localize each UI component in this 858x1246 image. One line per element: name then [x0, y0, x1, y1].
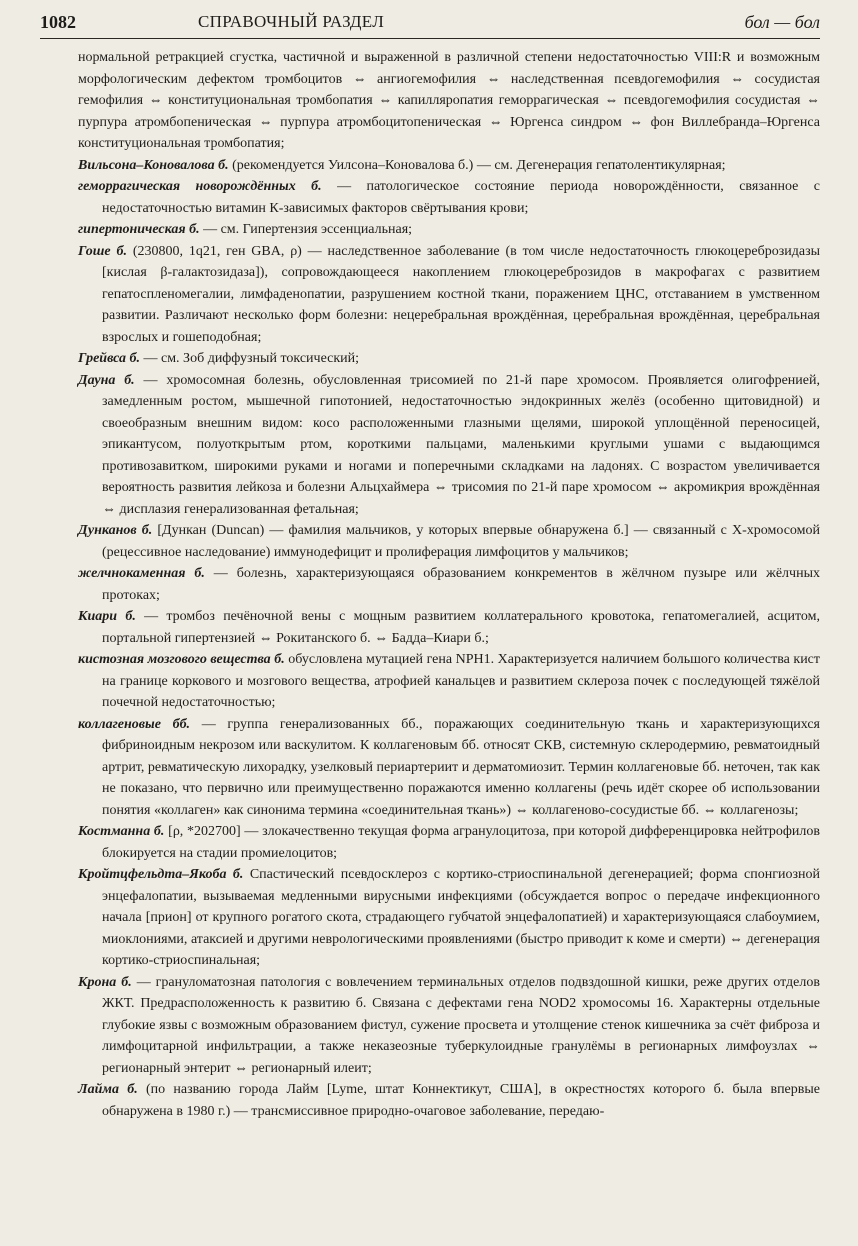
page-number: 1082 — [40, 12, 76, 32]
entry-term: Дауна б. — [78, 372, 135, 388]
entry-term: Гоше б. — [78, 243, 127, 259]
entry-down: Дауна б. — хромосомная болезнь, обусловленная трисомией по 21-й паре хромосом. Проявляется олигофренией, замедленным ростом, мышечной гипотонией, недостаточностью эндокринных желёз (особенно щитовидной) и своеобразным внешним видом: косо расположенными глазными щелями, широкой уплощённой переносицей, эпикантусом, полуоткрытым ртом, короткими пальцами, маленькими круглыми ушами с выдающимся противозавитком, широкими руками и ногами и поперечными складками на ладонях. С возрастом увеличивается вероятность развития лейкоза и болезни Альцхаймера ⇔ трисомия по 21-й паре хромосом ⇔ акромикрия врождённая ⇔ дисплазия генерализованная фетальная; — [78, 372, 821, 517]
header-rule — [40, 38, 820, 39]
continued-entry: нормальной ретракцией сгустка, частичной и выраженной в различной степени недостаточностью VIII:R и возможным морфологическим дефектом тромбоцитов ⇔ ангиогемофилия ⇔ наследственная псевдогемофилия ⇔ сосудистая гемофилия ⇔ конституциональная тромбопатия ⇔ капилляропатия геморрагическая ⇔ псевдогемофилия сосудистая ⇔ пурпура атромбопеническая ⇔ пурпура атромбоцитопеническая ⇔ Юргенса синдром ⇔ фон Виллебранда–Юргенса конституциональная тромбопатия; — [78, 50, 820, 151]
entry-term: Крона б. — [78, 974, 132, 990]
entry-medullary-cystic: кистозная мозгового вещества б. обусловлена мутацией гена NPH1. Характеризуется наличием большого количества кист на границе коркового и мозгового вещества, атрофией канальцев и развитием склероза почек с последующей тяжёлой почечной недостаточностью; — [78, 652, 821, 710]
entry-duncan: Дунканов б. [Дункан (Duncan) — фамилия мальчиков, у которых впервые обнаружена б.] — связанный с Х-хромосомой (рецессивное наследование) иммунодефицит и пролиферация лимфоцитов у мальчиков; — [78, 523, 821, 560]
entry-chiari: Киари б. — тромбоз печёночной вены с мощным развитием коллатерального кровотока, гепатомегалией, асцитом, портальной гипертензией ⇔ Рокитанского б. ⇔ Бадда–Киари б.; — [78, 609, 820, 646]
entry-term: Лайма б. — [78, 1082, 138, 1097]
section-title: СПРАВОЧНЫЙ РАЗДЕЛ — [198, 12, 385, 31]
entry-term: Кройтцфельдта–Якоба б. — [78, 867, 244, 882]
entry-term: Костманна б. — [78, 824, 165, 839]
dictionary-text — [78, 47, 820, 1122]
entry-crohn: Крона б. — грануломатозная патология с вовлечением терминальных отделов подвздошной кишки, реже других отделов ЖКТ. Предрасположенность к развитию б. Связана с дефектами гена NOD2 хромосомы 16. Характерны отдельные глубокие язвы с возможным образованием фистул, сужение просвета и утолщение стенок кишечника за счёт фиброза и лимфоцитарной инфильтрации, а также неказеозные туберкулоидные гранулёмы в регионарных лимфоузлах ⇔ регионарный энтерит ⇔ регионарный илеит; — [78, 974, 820, 1076]
entry-term: Грейвса б. — [78, 351, 140, 366]
entry-term: Дунканов б. — [78, 523, 153, 538]
entry-term: Киари б. — [78, 609, 136, 624]
entry-hemorrhagic-newborn: геморрагическая новорождённых б. — патологическое состояние периода новорождённости, связанное с недостаточностью витамин К-зависимых факторов свёртывания крови; — [78, 179, 820, 216]
entry-term: коллагеновые бб. — [78, 716, 191, 732]
entry-graves: Грейвса б. — см. Зоб диффузный токсический; — [78, 351, 360, 366]
entry-term: кистозная мозгового вещества б. — [78, 652, 285, 667]
entry-creutzfeldt-jakob: Кройтцфельдта–Якоба б. Спастический псевдосклероз с кортико-стриоспинальной дегенерацией; форма спонгиозной энцефалопатии, вызываемая медленными вирусными инфекциями (обсуждается вопрос о передаче инфекционного начала [прион] от крупного рогатого скота, страдающего губчатой энцефалопатией) и характеризующаяся слабоумием, миоклониями, атаксией и другими неврологическими проявлениями (быстро приводит к коме и смерти) ⇔ дегенерация кортико-стриоспинальная; — [78, 867, 820, 968]
entry-term: желчнокаменная б. — [78, 566, 205, 581]
running-guide-words: бол — бол — [744, 12, 820, 32]
entry-kostmann: Костманна б. [ρ, *202700] — злокачественно текущая форма агранулоцитоза, при которой дифференцировка нейтрофилов блокируется на стадии промиелоцитов; — [78, 824, 821, 861]
entry-hypertensive: гипертоническая б. — см. Гипертензия эссенциальная; — [78, 222, 413, 237]
entry-gaucher: Гоше б. (230800, 1q21, ген GBA, ρ) — наследственное заболевание (в том числе недостаточность глюкоцереброзидазы [кислая β-галактозидаза]), сопровождающееся накоплением глюкоцереброзидов в макрофагах с развитием гепатоспленомегалии, лимфаденопатии, разрушением костной ткани, поражением ЦНС, отставанием в умственном развитии. Различают несколько форм болезни: нецеребральная врождённая, церебральная врождённая, церебральная взрослых и гошеподобная; — [78, 243, 821, 345]
entry-collagen: коллагеновые бб. — группа генерализованных бб., поражающих соединительную ткань и характеризующихся фибриноидным некрозом или васкулитом. К коллагеновым бб. относят СКВ, системную склеродермию, ревматоидный артрит, ревматическую лихорадку, узелковый периартериит и дерматомиозит. Термин коллагеновые бб. неточен, так как не показано, что первично или преимущественно поражаются именно коллагены (речь идёт скорее об использовании понятия «коллаген» как синонима термина «соединительная ткань») ⇔ коллагеново-сосудистые бб. ⇔ коллагенозы; — [78, 716, 820, 818]
entry-lyme: Лайма б. (по названию города Лайм [Lyme, штат Коннектикут, США], в окрестностях которого б. была впервые обнаружена в 1980 г.) — трансмиссивное природно-очаговое заболевание, передаю- — [78, 1082, 820, 1119]
running-header — [40, 8, 820, 38]
entry-gallstone: желчнокаменная б. — болезнь, характеризующаяся образованием конкрементов в жёлчном пузыре или жёлчных протоках; — [78, 566, 820, 603]
entry-wilson-konovalov: Вильсона–Коновалова б. (рекомендуется Уилсона–Коновалова б.) — см. Дегенерация гепатолентикулярная; — [78, 157, 726, 173]
entry-term: Вильсона–Коновалова б. — [78, 157, 229, 173]
entry-term: геморрагическая новорождённых б. — [78, 179, 322, 194]
entry-term: гипертоническая б. — [78, 222, 200, 237]
